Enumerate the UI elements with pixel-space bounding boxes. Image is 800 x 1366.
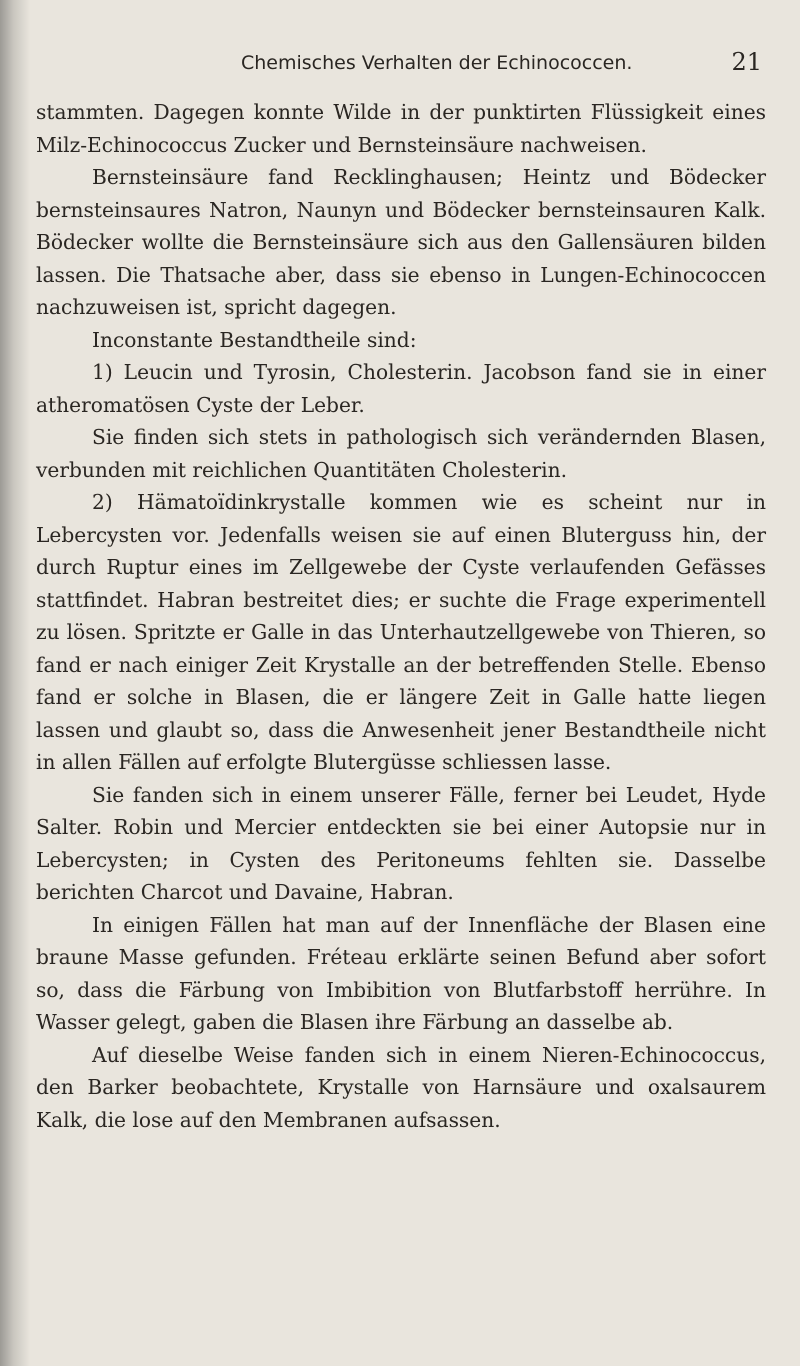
running-title: Chemisches Verhalten der Echinococcen. [241, 52, 633, 74]
page-header [36, 50, 788, 80]
page-number: 21 [731, 48, 762, 76]
paragraph: 1) Leucin und Tyrosin, Cholesterin. Jacobson fand sie in einer atheromatösen Cyste der Leber. [36, 360, 766, 417]
paragraph: Sie finden sich stets in pathologisch sich verändernden Blasen, verbunden mit reichlichen Quantitäten Cholesterin. [36, 425, 766, 482]
page-gutter-shadow [0, 0, 30, 1366]
paragraph: Sie fanden sich in einem unserer Fälle, ferner bei Leudet, Hyde Salter. Robin und Mercier entdeckten sie bei einer Autopsie nur in Lebercysten; in Cysten des Peritoneums fehlten sie. Dasselbe berichten Charcot und Davaine, Habran. [36, 782, 766, 904]
paragraph: Bernsteinsäure fand Recklinghausen; Heintz und Bödecker bernsteinsaures Natron, Naunyn und Bödecker bernsteinsauren Kalk. Bödecker wollte die Bernsteinsäure sich aus den Gallensäuren bilden lassen. Die Thatsache aber, dass sie ebenso in Lungen-Echinococcen nachzuweisen ist, spricht dagegen. [36, 165, 766, 319]
body-text [36, 96, 766, 1136]
paragraph: Auf dieselbe Weise fanden sich in einem Nieren-Echinococcus, den Barker beobachtete, Krystalle von Harnsäure und oxalsaurem Kalk, die lose auf den Membranen aufsassen. [36, 1042, 766, 1132]
paragraph: stammten. Dagegen konnte Wilde in der punktirten Flüssigkeit eines Milz-Echinococcus Zucker und Bernsteinsäure nachweisen. [36, 100, 766, 157]
paragraph: In einigen Fällen hat man auf der Innenfläche der Blasen eine braune Masse gefunden. Fréteau erklärte seinen Befund aber sofort so, dass die Färbung von Imbibition von Blutfarbstoff herrühre. In Wasser gelegt, gaben die Blasen ihre Färbung an dasselbe ab. [36, 912, 766, 1034]
paragraph: Inconstante Bestandtheile sind: [92, 327, 417, 352]
paragraph: 2) Hämatoïdinkrystalle kommen wie es scheint nur in Lebercysten vor. Jedenfalls weisen sie auf einen Bluterguss hin, der durch Ruptur eines im Zellgewebe der Cyste verlaufenden Gefässes stattfindet. Habran bestreitet dies; er suchte die Frage experimentell zu lösen. Spritzte er Galle in das Unterhautzellgewebe von Thieren, so fand er nach einiger Zeit Krystalle an der betreffenden Stelle. Ebenso fand er solche in Blasen, die er längere Zeit in Galle hatte liegen lassen und glaubt so, dass die Anwesenheit jener Bestandtheile nicht in allen Fällen auf erfolgte Blutergüsse schliessen lasse. [36, 490, 766, 774]
book-page [36, 0, 788, 1366]
